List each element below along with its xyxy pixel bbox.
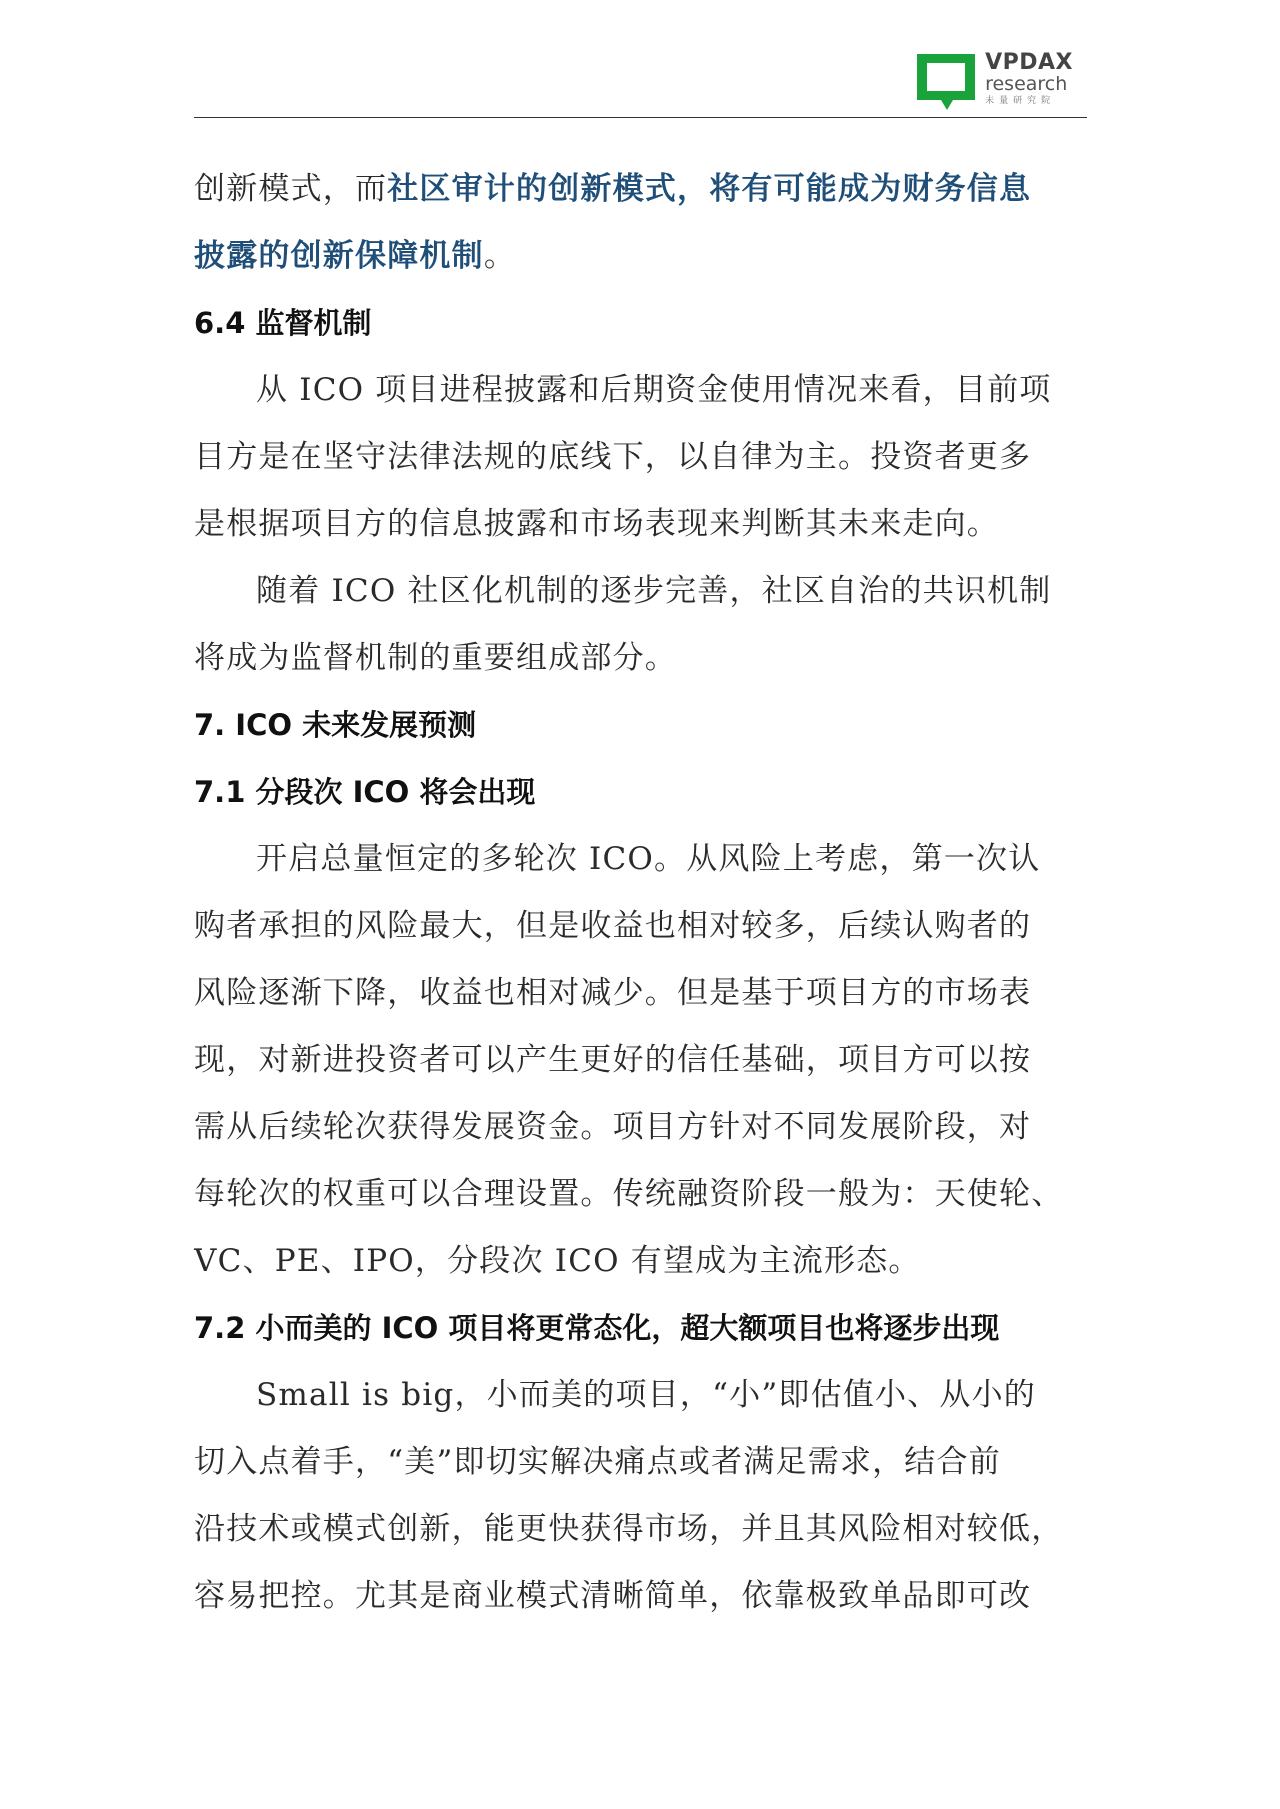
logo-chinese-text: 未量研究院: [985, 96, 1056, 106]
section-heading-6-4: 6.4 监督机制: [194, 306, 372, 340]
highlight-text: 社区审计的创新模式，将有可能成为财务信息: [387, 171, 1032, 207]
text-line: 容易把控。尤其是商业模式清晰简单，依靠极致单品即可改: [194, 1578, 1032, 1614]
text-span: 。: [483, 238, 517, 274]
paragraph-supervision-2: [194, 558, 1087, 692]
page-content: [194, 156, 1087, 1630]
logo-brand-text: VPDAX: [985, 50, 1073, 75]
text-line: 购者承担的风险最大，但是收益也相对较多，后续认购者的: [194, 908, 1032, 944]
text-line: 风险逐渐下降，收益也相对减少。但是基于项目方的市场表: [194, 975, 1032, 1011]
section-heading-7: 7. ICO 未来发展预测: [194, 708, 477, 742]
text-line: 从 ICO 项目进程披露和后期资金使用情况来看，目前项: [256, 372, 1052, 408]
text-line: 需从后续轮次获得发展资金。项目方针对不同发展阶段，对: [194, 1109, 1032, 1145]
paragraph-small-is-big: [194, 1362, 1087, 1630]
text-line: 是根据项目方的信息披露和市场表现来判断其未来走向。: [194, 506, 999, 542]
text-line: 随着 ICO 社区化机制的逐步完善，社区自治的共识机制: [256, 573, 1052, 609]
highlight-text: 披露的创新保障机制: [194, 238, 484, 274]
paragraph-audit: [194, 156, 1087, 290]
text-line: VC、PE、IPO，分段次 ICO 有望成为主流形态。: [194, 1243, 921, 1279]
text-line: [194, 156, 1087, 223]
text-line: 开启总量恒定的多轮次 ICO。从风险上考虑，第一次认: [256, 841, 1041, 877]
text-line: 切入点着手，“美”即切实解决痛点或者满足需求，结合前: [194, 1444, 1001, 1480]
text-line: 沿技术或模式创新，能更快获得市场，并且其风险相对较低，: [194, 1511, 1064, 1547]
text-line: 现，对新进投资者可以产生更好的信任基础，项目方可以按: [194, 1042, 1032, 1078]
text-line: 将成为监督机制的重要组成部分。: [194, 640, 677, 676]
paragraph-staged-ico: [194, 826, 1087, 1295]
vpdax-logo: [915, 52, 1073, 112]
section-heading-7-1: 7.1 分段次 ICO 将会出现: [194, 775, 536, 809]
header-rule: [194, 117, 1087, 118]
text-line: 每轮次的权重可以合理设置。传统融资阶段一般为：天使轮、: [194, 1176, 1064, 1212]
paragraph-supervision-1: [194, 357, 1087, 558]
text-line: 目方是在坚守法律法规的底线下，以自律为主。投资者更多: [194, 439, 1032, 475]
text-line: Small is big，小而美的项目，“小”即估值小、从小的: [256, 1377, 1036, 1413]
page-header: [194, 40, 1087, 118]
vpdax-logo-icon: [915, 52, 977, 112]
text-span: 创新模式，而: [194, 171, 388, 207]
text-line: [194, 223, 1087, 290]
section-heading-7-2: 7.2 小而美的 ICO 项目将更常态化，超大额项目也将逐步出现: [194, 1311, 1000, 1345]
logo-sub-text: research: [985, 73, 1068, 95]
